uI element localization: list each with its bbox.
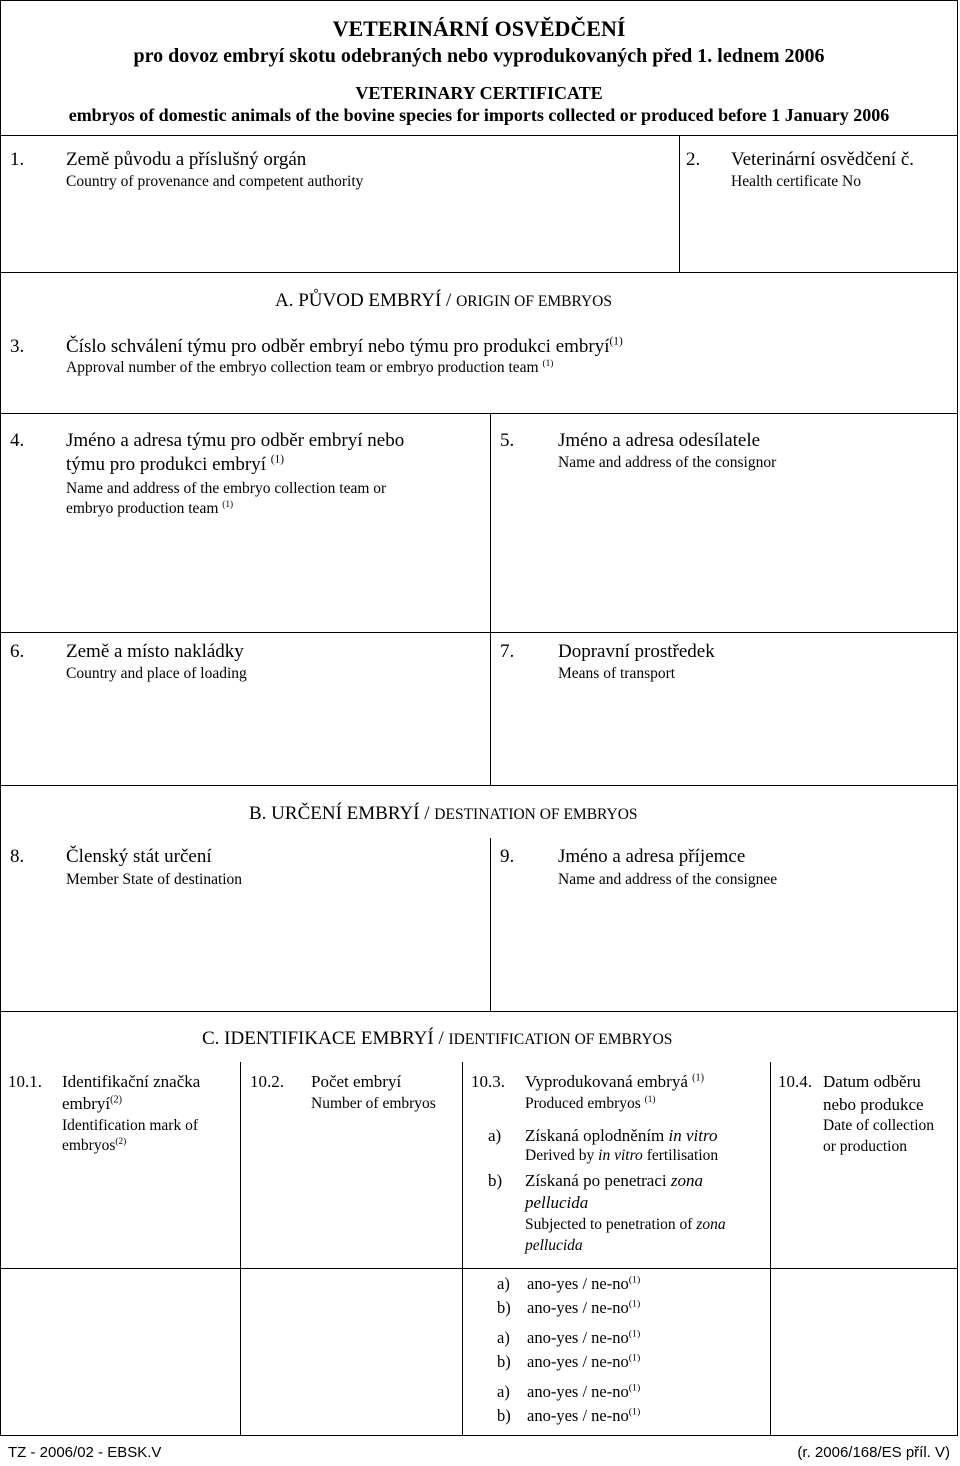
- box9-label-cz: Jméno a adresa příjemce: [558, 846, 746, 867]
- box2-label-cz: Veterinární osvědčení č.: [731, 149, 915, 170]
- box9-label-en: Name and address of the consignee: [558, 871, 778, 888]
- divider-box4-7: [490, 413, 491, 785]
- answer-row: a) $ano-yes / ne-no^{(1)}$: [497, 1274, 641, 1293]
- box3-note-cz: (1): [609, 335, 623, 348]
- col1-note-en: (2): [115, 1136, 127, 1147]
- box3-label-cz: Číslo schválení týmu pro odběr embryí nebo týmu pro produkci embryí$^{(1)}$: [66, 335, 623, 357]
- box8-label-cz: Členský stát určení: [66, 846, 212, 867]
- col4-number: 10.4.: [778, 1072, 812, 1091]
- box6-label-cz: Země a místo nakládky: [66, 641, 244, 662]
- divider-box8-9: [490, 838, 491, 1011]
- box2-label-en: Health certificate No: [731, 173, 861, 190]
- box1-label-cz: Země původu a příslušný orgán: [66, 149, 307, 170]
- col3-b-en-1: Subjected to penetration of zona: [525, 1216, 726, 1233]
- rule-header: [0, 135, 958, 136]
- col2-label-cz: Počet embryí: [311, 1072, 402, 1091]
- col1-label-en-2: embryos$^{(2)}$: [62, 1136, 127, 1154]
- box4-label-en-1: Name and address of the embryo collection team or: [66, 480, 387, 497]
- section-a-en: ORIGIN OF EMBRYOS: [456, 293, 612, 310]
- section-a-cz: A. PŮVOD EMBRYÍ /: [275, 290, 452, 311]
- col3-note-en: (1): [644, 1094, 656, 1105]
- col3-b-cz-2: pellucida: [525, 1193, 589, 1212]
- box9-number: 9.: [500, 846, 515, 867]
- section-c-heading: [202, 1028, 672, 1050]
- subtitle-cz: pro dovoz embryí skotu odebraných nebo vyprodukovaných před 1. lednem 2006: [133, 45, 825, 67]
- col3-b-label: b): [488, 1171, 503, 1190]
- rule-box8-9: [0, 1011, 958, 1012]
- col2-number: 10.2.: [250, 1072, 284, 1091]
- answer-row: b) $ano-yes / ne-no^{(1)}$: [497, 1352, 641, 1371]
- section-b-heading: [249, 803, 638, 825]
- section-b-en: DESTINATION OF EMBRYOS: [434, 806, 638, 823]
- title-cz: VETERINÁRNÍ OSVĚDČENÍ: [332, 16, 626, 41]
- box4-label-cz-1: Jméno a adresa týmu pro odběr embryí nebo: [66, 430, 405, 451]
- box8-label-en: Member State of destination: [66, 871, 243, 888]
- box4-label-cz-2: týmu pro produkci embryí $^{(1)}$: [66, 453, 285, 475]
- section-b-cz: B. URČENÍ EMBRYÍ /: [249, 803, 430, 824]
- section-a-heading: [275, 290, 612, 312]
- divider-col3: [770, 1062, 771, 1436]
- box3-note-en: (1): [542, 358, 554, 369]
- col3-label-en: Produced embryos $^{(1)}$: [525, 1094, 656, 1112]
- footer-right: (r. 2006/168/ES příl. V): [797, 1444, 950, 1461]
- col4-label-en-1: Date of collection: [823, 1117, 935, 1134]
- box7-label-cz: Dopravní prostředek: [558, 641, 715, 662]
- col3-b-cz-1: Získaná po penetraci zona: [525, 1171, 703, 1190]
- col3-b-en-2: pellucida: [525, 1237, 583, 1254]
- title-en: VETERINARY CERTIFICATE: [355, 83, 603, 103]
- rule-table-header: [0, 1268, 958, 1269]
- col1-label-cz-2: embryí$^{(2)}$: [62, 1094, 123, 1113]
- col3-a-en: Derived by in vitro fertilisation: [525, 1147, 719, 1164]
- rule-box3: [0, 413, 958, 414]
- section-c-cz: C. IDENTIFIKACE EMBRYÍ /: [202, 1028, 444, 1049]
- box5-number: 5.: [500, 430, 515, 451]
- col2-label-en: Number of embryos: [311, 1095, 436, 1112]
- box2-number: 2.: [686, 149, 701, 170]
- col3-note-cz: (1): [692, 1072, 705, 1084]
- box1-label-en: Country of provenance and competent authority: [66, 173, 364, 190]
- answer-row: a) $ano-yes / ne-no^{(1)}$: [497, 1382, 641, 1401]
- col3-label-cz: Vyprodukovaná embryá $^{(1)}$: [525, 1072, 705, 1091]
- box5-label-en: Name and address of the consignor: [558, 454, 777, 471]
- box8-number: 8.: [10, 846, 25, 867]
- subtitle-en: embryos of domestic animals of the bovine species for imports collected or produced before 1 January 2006: [68, 105, 890, 125]
- col3-number: 10.3.: [471, 1072, 505, 1091]
- box7-label-en: Means of transport: [558, 665, 676, 682]
- rule-box6-7: [0, 785, 958, 786]
- divider-box1-2: [679, 135, 680, 272]
- footer-left: TZ - 2006/02 - EBSK.V: [8, 1444, 162, 1461]
- box4-number: 4.: [10, 430, 25, 451]
- rule-box1-2: [0, 272, 958, 273]
- col4-label-cz-1: Datum odběru: [823, 1072, 921, 1091]
- box3-number: 3.: [10, 336, 25, 357]
- section-c-en: IDENTIFICATION OF EMBRYOS: [448, 1031, 673, 1048]
- divider-col2: [462, 1062, 463, 1436]
- col1-label-cz-1: Identifikační značka: [62, 1072, 201, 1091]
- box3-label-en: Approval number of the embryo collection team or embryo production team $^{(1)}$: [66, 358, 554, 376]
- col1-number: 10.1.: [8, 1072, 42, 1091]
- col1-label-en-1: Identification mark of: [62, 1117, 199, 1134]
- col1-note-cz: (2): [110, 1094, 123, 1106]
- box6-number: 6.: [10, 641, 25, 662]
- answer-row: a) $ano-yes / ne-no^{(1)}$: [497, 1328, 641, 1347]
- box4-note-cz: (1): [270, 453, 285, 466]
- box6-label-en: Country and place of loading: [66, 665, 247, 682]
- col4-label-en-2: or production: [823, 1138, 907, 1155]
- rule-box4-5: [0, 632, 958, 633]
- col3-a-label: a): [488, 1126, 502, 1145]
- answer-row: b) $ano-yes / ne-no^{(1)}$: [497, 1298, 641, 1317]
- box7-number: 7.: [500, 641, 515, 662]
- box1-number: 1.: [10, 149, 25, 170]
- box4-note-en: (1): [222, 499, 234, 510]
- box5-label-cz: Jméno a adresa odesílatele: [558, 430, 761, 451]
- answer-row: b) $ano-yes / ne-no^{(1)}$: [497, 1406, 641, 1425]
- col3-a-cz: Získaná oplodněním in vitro: [525, 1126, 718, 1145]
- col4-label-cz-2: nebo produkce: [823, 1095, 924, 1114]
- box4-label-en-2: embryo production team $^{(1)}$: [66, 499, 234, 517]
- divider-col1: [240, 1062, 241, 1436]
